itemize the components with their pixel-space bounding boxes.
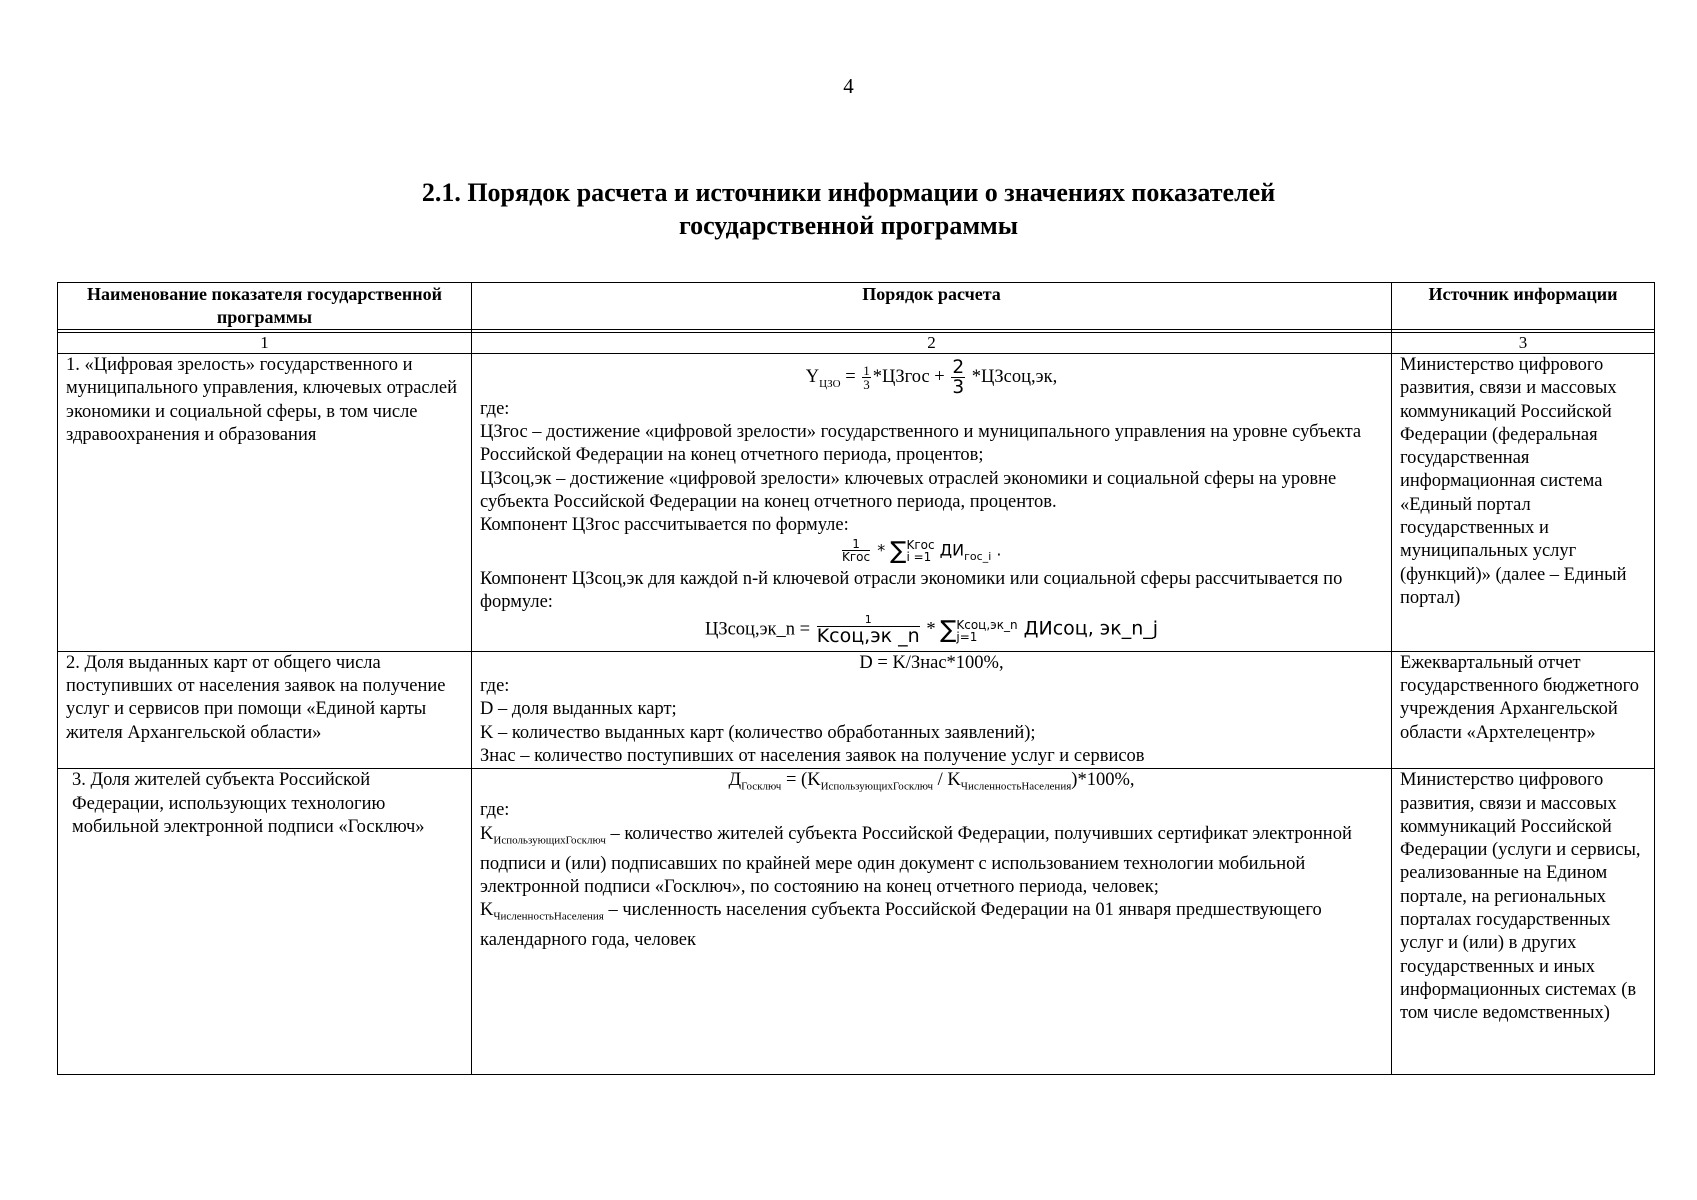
- formula-d: D = K/Знас*100%,: [859, 652, 1004, 673]
- where-label: где:: [480, 800, 510, 821]
- formula-term: ДИ: [934, 540, 965, 560]
- sum-limits: [956, 619, 1017, 643]
- sum-lower: i =1: [906, 549, 932, 564]
- definition-k-sub: ЧисленностьНаселения: [493, 910, 604, 923]
- column-number-2: 2: [472, 333, 1392, 354]
- sum-limits: [906, 539, 934, 563]
- definition-k-symbol: K: [480, 900, 494, 921]
- information-source: Министерство цифрового развития, связи и массовых коммуникаций Российской Федерации (федеральная государственная информационная система «Единый портал государственных и муниципальных услуг (функций)» (далее – Единый портал): [1392, 354, 1655, 652]
- title-line-2: государственной программы: [678, 211, 1019, 240]
- formula-d: Д: [728, 770, 742, 791]
- component-czsoc-text: Компонент ЦЗсоц,эк для каждой n-й ключевой отрасли экономики или социальной сферы рассчитывается по формуле:: [480, 568, 1343, 612]
- column-number-row: [58, 333, 1655, 354]
- sum-symbol: ∑: [890, 536, 907, 565]
- formula-term2: *ЦЗсоц,эк,: [967, 367, 1058, 388]
- fraction-two-thirds: [951, 358, 965, 398]
- column-header-name: Наименование показателя государственной программы: [58, 283, 472, 330]
- definition-k-symbol: K: [480, 823, 494, 844]
- definition-k-using: [480, 823, 1383, 900]
- information-source: Ежеквартальный отчет государственного бюджетного учреждения Архангельской области «Архтелецентр»: [1392, 651, 1655, 768]
- formula-star: *: [921, 619, 941, 640]
- formula-lhs-sub: ЦЗО: [819, 377, 841, 390]
- fraction-denominator: Kгос: [842, 550, 871, 565]
- fraction-one-third: [862, 364, 871, 392]
- fraction-denominator: 3: [952, 377, 965, 399]
- column-header-method: Порядок расчета: [472, 283, 1392, 330]
- table-row: [58, 769, 1655, 1075]
- definition-k-population: [480, 899, 1383, 952]
- definition-czsoc: ЦЗсоц,эк – достижение «цифровой зрелости» ключевых отраслей экономики и социальной сферы на уровне субъекта Российской Федерации на конец отчетного периода, процентов.: [480, 468, 1337, 513]
- column-number-3: 3: [1392, 333, 1655, 354]
- definition-k: K – количество выданных карт (количество обработанных заявлений);: [480, 722, 1036, 743]
- sum-symbol: ∑: [940, 615, 957, 644]
- formula-eq: =: [840, 367, 861, 388]
- definition-k-text: – количество жителей субъекта Российской Федерации, получивших сертификат электронной подписи и (или) подписавших по крайней мере один документ с использованием технологии мобильной электронной подписи «Госключ», по состоянию на конец отчетного периода, человек;: [480, 823, 1352, 897]
- formula-lhs: Y: [805, 367, 820, 388]
- title-line-1: 2.1. Порядок расчета и источники информации о значениях показателей: [421, 178, 1276, 207]
- calculation-method: [472, 769, 1392, 1075]
- information-source: Министерство цифрового развития, связи и массовых коммуникаций Российской Федерации (услуги и сервисы, реализованные на Едином портале, на региональных порталах государственных услуг и (или) в других государственных и иных информационных системах (в том числе ведомственных): [1392, 769, 1655, 1075]
- fraction-numerator: 2: [952, 357, 965, 378]
- table-row: [58, 354, 1655, 652]
- definition-znas: Знас – количество поступивших от населения заявок на получение услуг и сервисов: [480, 745, 1145, 766]
- formula-d-sub: Госключ: [741, 780, 782, 793]
- formula-end: )*100%,: [1071, 770, 1135, 791]
- formula-k1-sub: ИспользующихГосключ: [820, 780, 934, 793]
- formula-slash: / K: [933, 770, 961, 791]
- formula-lhs: ЦЗсоц,эк_n =: [704, 619, 815, 640]
- fraction-numerator: 1: [863, 362, 870, 378]
- indicators-table: [57, 282, 1655, 1075]
- definition-k-text: – численность населения субъекта Российской Федерации на 01 января предшествующего календарного года, человек: [480, 900, 1322, 951]
- component-czgos-text: Компонент ЦЗгос рассчитывается по формуле:: [480, 515, 849, 536]
- header-row: [58, 283, 1655, 330]
- definition-k-sub: ИспользующихГосключ: [493, 834, 606, 847]
- sum-upper: Kсоц,эк_n: [956, 617, 1018, 632]
- column-header-source: Источник информации: [1392, 283, 1655, 330]
- calculation-method: [472, 651, 1392, 768]
- definition-d: D – доля выданных карт;: [480, 699, 677, 720]
- where-label: где:: [480, 398, 510, 419]
- fraction-numerator: 1: [817, 614, 920, 627]
- fraction-czsoc: [817, 614, 920, 646]
- formula-yczo: [480, 358, 1383, 398]
- calculation-method: [472, 354, 1392, 652]
- fraction-denominator: 3: [863, 377, 870, 393]
- sum-lower: j=1: [956, 629, 978, 644]
- fraction-denominator: Kсоц,эк _n: [816, 624, 920, 647]
- indicator-name: 1. «Цифровая зрелость» государственного и муниципального управления, ключевых отраслей экономики и социальной сферы, в том числе здравоохранения и образования: [58, 354, 472, 652]
- fraction-numerator: 1: [842, 538, 870, 552]
- formula-term: ДИсоц, эк_n_j: [1017, 617, 1159, 640]
- formula-k2-sub: ЧисленностьНаселения: [960, 780, 1072, 793]
- indicator-name: 2. Доля выданных карт от общего числа поступивших от населения заявок на получение услуг и сервисов при помощи «Единой карты жителя Архангельской области»: [58, 651, 472, 768]
- column-number-1: 1: [58, 333, 472, 354]
- formula-end: .: [991, 540, 1002, 560]
- formula-czgos: [840, 538, 1383, 568]
- formula-czsoc: [480, 614, 1383, 646]
- sum-upper: Kгос: [906, 537, 935, 552]
- formula-term-sub: гос_i: [964, 549, 992, 563]
- definition-czgos: ЦЗгос – достижение «цифровой зрелости» государственного и муниципального управления на уровне субъекта Российской Федерации на конец отчетного периода, процентов;: [480, 422, 1362, 466]
- page-title: [0, 176, 1697, 242]
- fraction-czgos: [842, 538, 870, 564]
- indicator-name: 3. Доля жителей субъекта Российской Федерации, использующих технологию мобильной электронной подписи «Госключ»: [58, 769, 472, 1075]
- page-number: 4: [843, 74, 854, 98]
- formula-eq: = (K: [781, 770, 821, 791]
- formula-star: *: [872, 540, 891, 560]
- formula-term1: *ЦЗгос +: [872, 367, 950, 388]
- where-label: где:: [480, 676, 510, 697]
- table-row: [58, 651, 1655, 768]
- formula-gosklyuch: [480, 769, 1383, 799]
